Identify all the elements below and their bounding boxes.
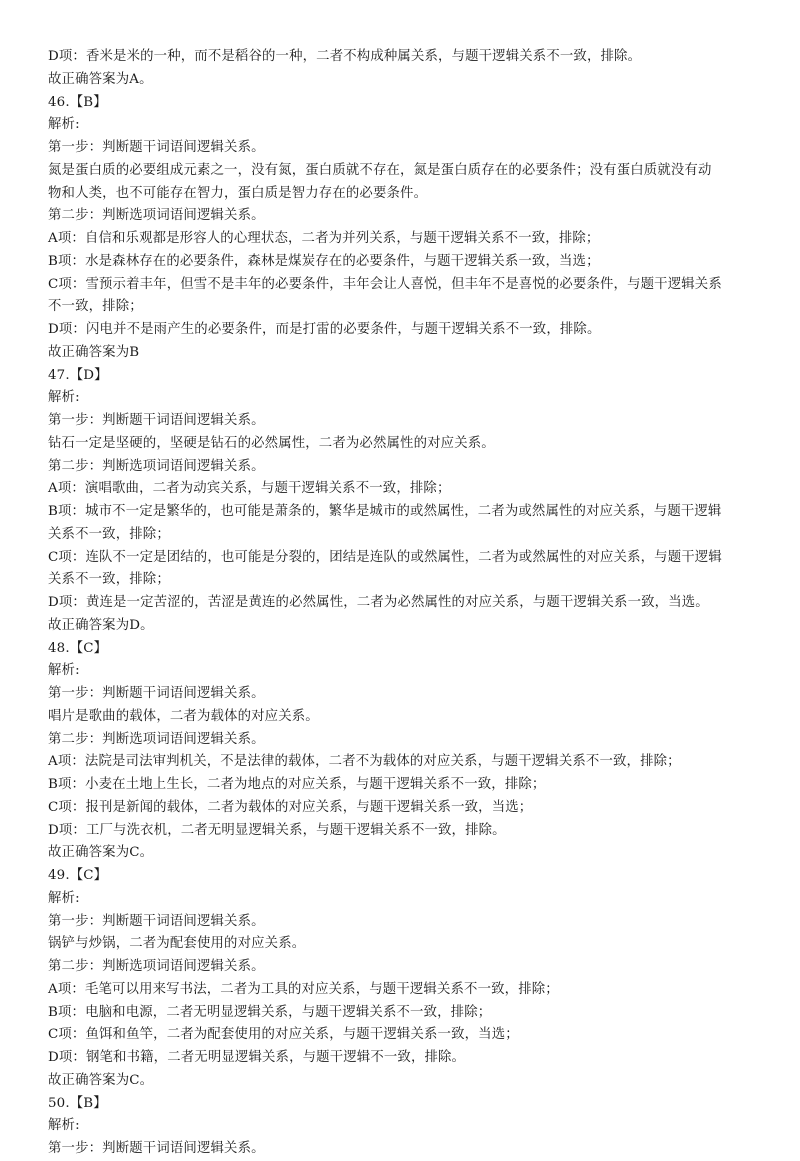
text-line: A项：法院是司法审判机关，不是法律的载体，二者不为载体的对应关系，与题干逻辑关系不一致，排除； bbox=[48, 754, 681, 770]
text-line: 锅铲与炒锅，二者为配套使用的对应关系。 bbox=[48, 936, 306, 952]
question-number: 47.【D】 bbox=[48, 367, 108, 383]
text-line: 第二步：判断选项词语间逻辑关系。 bbox=[48, 731, 265, 747]
text-line: 关系不一致，排除； bbox=[48, 526, 170, 542]
text-line: D项：闪电并不是雨产生的必要条件，而是打雷的必要条件，与题干逻辑关系不一致，排除。 bbox=[48, 322, 601, 337]
analysis-heading: 解析: bbox=[48, 117, 80, 133]
text-line: 第一步：判断题干词语间逻辑关系。 bbox=[48, 413, 265, 428]
text-line: 故正确答案为D。 bbox=[48, 617, 154, 633]
question-number: 50.【B】 bbox=[48, 1095, 107, 1111]
analysis-heading: 解析: bbox=[48, 390, 80, 406]
text-line: C项：连队不一定是团结的，也可能是分裂的，团结是连队的或然属性，二者为或然属性的对应关系，与题干逻辑 bbox=[48, 549, 722, 565]
text-line: 第一步：判断题干词语间逻辑关系。 bbox=[48, 686, 265, 701]
text-line: 第一步：判断题干词语间逻辑关系。 bbox=[48, 913, 265, 929]
text-line: 第二步：判断选项词语间逻辑关系。 bbox=[48, 959, 265, 974]
text-line: 故正确答案为C。 bbox=[48, 1072, 154, 1088]
text-line: 氮是蛋白质的必要组成元素之一，没有氮，蛋白质就不存在，氮是蛋白质存在的必要条件；没有蛋白质就没有动 bbox=[48, 162, 712, 178]
question-number: 49.【C】 bbox=[48, 868, 108, 883]
text-line: 第二步：判断选项词语间逻辑关系。 bbox=[48, 208, 265, 224]
text-line: B项：水是森林存在的必要条件，森林是煤炭存在的必要条件，与题干逻辑关系一致，当选； bbox=[48, 253, 600, 269]
text-line: B项：小麦在土地上生长，二者为地点的对应关系，与题干逻辑关系不一致，排除； bbox=[48, 777, 546, 792]
text-line: D项：钢笔和书籍，二者无明显逻辑关系，与题干逻辑不一致，排除。 bbox=[48, 1050, 466, 1065]
text-line: A项：毛笔可以用来写书法，二者为工具的对应关系，与题干逻辑关系不一致，排除； bbox=[48, 981, 559, 997]
document-page bbox=[48, 46, 768, 1161]
text-line: B项：电脑和电源，二者无明显逻辑关系，与题干逻辑关系不一致，排除； bbox=[48, 1004, 492, 1020]
text-line: C项：雪预示着丰年，但雪不是丰年的必要条件，丰年会让人喜悦，但丰年不是喜悦的必要条件，与题干逻辑关系 bbox=[48, 276, 722, 292]
analysis-heading: 解析: bbox=[48, 890, 80, 906]
text-line: 唱片是歌曲的载体，二者为载体的对应关系。 bbox=[48, 708, 319, 724]
text-line: 第一步：判断题干词语间逻辑关系。 bbox=[48, 1141, 265, 1156]
text-line: C项：报刊是新闻的载体，二者为载体的对应关系，与题干逻辑关系一致，当选； bbox=[48, 799, 533, 815]
analysis-heading: 解析: bbox=[48, 1118, 80, 1134]
text-line: A项：演唱歌曲，二者为动宾关系，与题干逻辑关系不一致，排除； bbox=[48, 481, 451, 497]
question-number: 48.【C】 bbox=[48, 640, 108, 656]
text-line: D项：黄连是一定苦涩的，苦涩是黄连的必然属性，二者为必然属性的对应关系，与题干逻辑关系一致，当选。 bbox=[48, 595, 709, 610]
text-line: 关系不一致，排除； bbox=[48, 572, 170, 588]
text-line: 钻石一定是坚硬的，坚硬是钻石的必然属性，二者为必然属性的对应关系。 bbox=[48, 435, 495, 451]
text-line: 故正确答案为C。 bbox=[48, 845, 154, 861]
text-line: 第一步：判断题干词语间逻辑关系。 bbox=[48, 140, 265, 155]
text-line: 故正确答案为A。 bbox=[48, 71, 153, 87]
text-line: 第二步：判断选项词语间逻辑关系。 bbox=[48, 458, 265, 474]
text-line: 不一致，排除； bbox=[48, 299, 143, 315]
analysis-heading: 解析: bbox=[48, 663, 80, 679]
text-line: D项：香米是米的一种，而不是稻谷的一种，二者不构成种属关系，与题干逻辑关系不一致，排除。 bbox=[48, 49, 642, 64]
text-line: 物和人类，也不可能存在智力，蛋白质是智力存在的必要条件。 bbox=[48, 185, 428, 201]
text-line: B项：城市不一定是繁华的，也可能是萧条的，繁华是城市的或然属性，二者为或然属性的对应关系，与题干逻辑 bbox=[48, 504, 722, 519]
question-number: 46.【B】 bbox=[48, 94, 107, 110]
text-line: 故正确答案为B bbox=[48, 344, 140, 360]
text-line: C项：鱼饵和鱼竿，二者为配套使用的对应关系，与题干逻辑关系一致，当选； bbox=[48, 1027, 519, 1043]
text-line: A项：自信和乐观都是形容人的心理状态，二者为并列关系，与题干逻辑关系不一致，排除； bbox=[48, 231, 600, 246]
text-line: D项：工厂与洗衣机，二者无明显逻辑关系，与题干逻辑关系不一致，排除。 bbox=[48, 822, 506, 838]
